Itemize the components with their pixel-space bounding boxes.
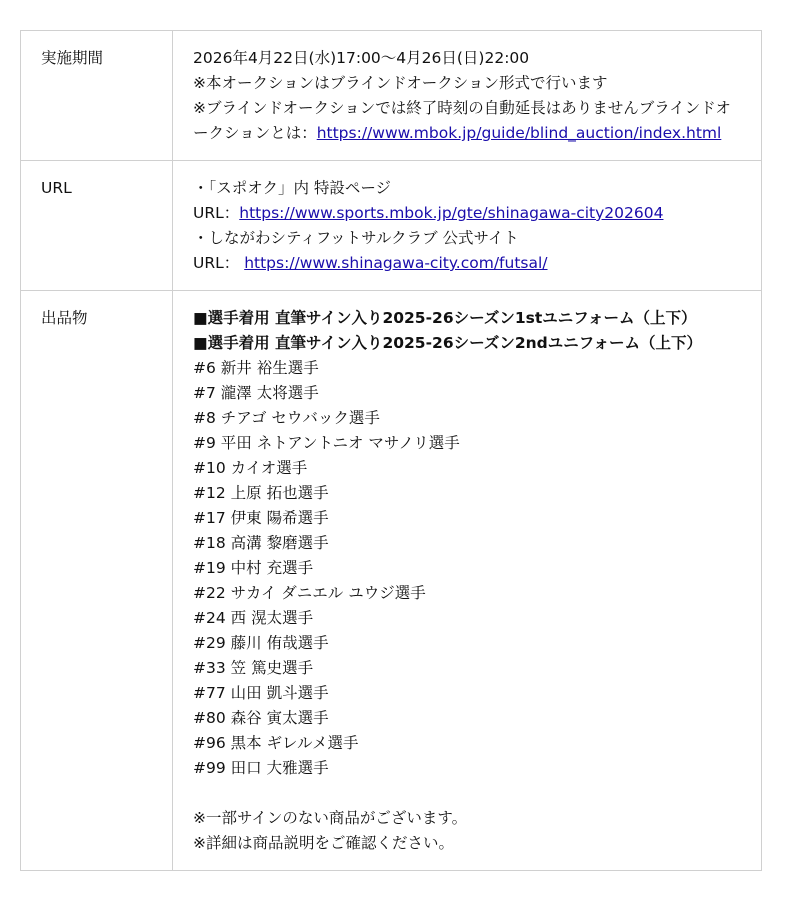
player-list-item: #7 瀧澤 太将選手 [193,384,319,402]
official-site-link[interactable]: https://www.shinagawa-city.com/futsal/ [244,254,548,272]
player-list-item: #24 西 滉太選手 [193,609,314,627]
item-1st-uniform: ■選手着用 直筆サイン入り2025-26シーズン1stユニフォーム（上下） [193,309,697,327]
site1-name: ・「スポオク」内 特設ページ [193,179,392,197]
player-list-item: #12 上原 拓也選手 [193,484,329,502]
blind-auction-note: ※本オークションはブラインドオークション形式で行います [193,74,608,92]
sports-special-page-link[interactable]: https://www.sports.mbok.jp/gte/shinagawa-city202604 [239,204,664,222]
period-value [173,31,762,161]
url-label: URL [21,161,173,291]
site1-url-prefix: URL： [193,204,240,222]
items-label: 出品物 [21,291,173,871]
auto-extension-text: ※ブラインドオークションでは終了時刻の自動延長はありませんブラインドオークションとは： [193,99,731,142]
player-list-item: #10 カイオ選手 [193,459,308,477]
player-list-item: #17 伊東 陽希選手 [193,509,329,527]
player-list-item: #29 藤川 侑哉選手 [193,634,329,652]
player-list-item: #6 新井 裕生選手 [193,359,319,377]
player-list-item: #96 黒本 ギレルメ選手 [193,734,359,752]
site2-url-prefix: URL： [193,254,240,272]
auction-info-table [20,30,762,871]
player-list-item: #80 森谷 寅太選手 [193,709,329,727]
table-row-period [21,31,762,161]
player-list-item: #9 平田 ネトアントニオ マサノリ選手 [193,434,460,452]
url-value [173,161,762,291]
table-row-url [21,161,762,291]
player-list-item: #33 笠 篤史選手 [193,659,314,677]
player-list-item: #8 チアゴ セウバック選手 [193,409,380,427]
player-list-item: #99 田口 大雅選手 [193,759,329,777]
site1-url-line [193,201,741,226]
player-list-item: #77 山田 凱斗選手 [193,684,329,702]
player-list-item: #19 中村 充選手 [193,559,314,577]
auto-extension-note [193,96,741,146]
period-label: 実施期間 [21,31,173,161]
period-dates: 2026年4月22日(水)17:00〜4月26日(日)22:00 [193,49,530,67]
spacer [193,781,741,806]
blind-auction-guide-link[interactable]: https://www.mbok.jp/guide/blind_auction/index.html [316,124,722,142]
player-list-item: #22 サカイ ダニエル ユウジ選手 [193,584,426,602]
footnote-no-signature: ※一部サインのない商品がございます。 [193,809,468,827]
table-row-items [21,291,762,871]
item-2nd-uniform: ■選手着用 直筆サイン入り2025-26シーズン2ndユニフォーム（上下） [193,334,702,352]
site2-url-line [193,251,741,276]
footnote-see-details: ※詳細は商品説明をご確認ください。 [193,834,454,852]
items-value [173,291,762,871]
site2-name: ・しながわシティフットサルクラブ 公式サイト [193,229,519,247]
player-list-item: #18 高溝 黎磨選手 [193,534,329,552]
